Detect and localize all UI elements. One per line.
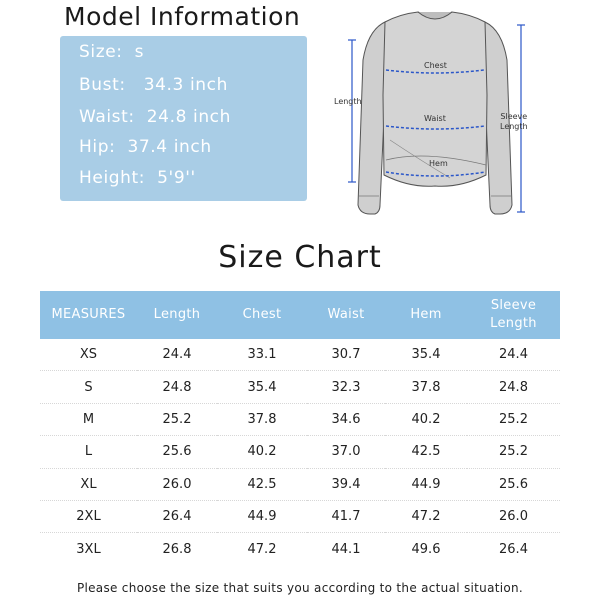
model-row-sep: : (138, 168, 158, 188)
size-chart-title: Size Chart (218, 240, 382, 275)
hem-cell: 37.8 (385, 371, 467, 403)
length-cell: 26.8 (162, 541, 192, 557)
chest-cell: 47.2 (247, 541, 277, 557)
size-cell: XS (40, 339, 137, 371)
chest-cell: 44.9 (217, 500, 307, 532)
length-cell: 26.4 (137, 500, 217, 532)
model-row-value: 34.3 inch (143, 75, 228, 95)
waist-cell: 32.3 (307, 371, 385, 403)
table-row (40, 533, 560, 565)
model-row-value: 24.8 inch (146, 107, 232, 127)
waist-cell: 44.1 (331, 541, 361, 557)
sleeve-length-cell: 24.4 (467, 339, 560, 371)
waist-label: Waist (424, 114, 446, 123)
model-size-row (79, 42, 144, 62)
header-sleeve-text: Sleeve Length (490, 298, 537, 331)
waist-cell: 30.7 (307, 339, 385, 371)
sweatshirt-illustration (330, 0, 540, 222)
waist-cell: 41.7 (307, 500, 385, 532)
model-row-label: Bust (79, 75, 120, 95)
hem-cell: 40.2 (385, 403, 467, 435)
size-cell: M (40, 403, 137, 435)
sleeve-length-label (500, 112, 528, 132)
header-waist: Waist (307, 291, 385, 339)
table-row (40, 403, 560, 435)
sleeve-length-cell: 24.8 (467, 371, 560, 403)
model-row-label: Hip (79, 137, 110, 157)
hem-label: Hem (429, 159, 448, 168)
size-cell: 2XL (40, 500, 137, 532)
size-cell: XL (40, 468, 137, 500)
model-information-title: Model Information (64, 2, 301, 31)
header-measures: MEASURES (40, 291, 137, 339)
model-hip-row (79, 137, 212, 157)
size-cell: L (40, 436, 137, 468)
header-length: Length (137, 291, 217, 339)
garment-measurement-diagram (330, 0, 540, 222)
length-cell: 24.8 (137, 371, 217, 403)
model-row-value: s (134, 42, 145, 62)
chest-cell: 35.4 (217, 371, 307, 403)
table-row (40, 500, 560, 532)
table-row (40, 339, 560, 371)
model-row-label: Waist (79, 107, 129, 127)
length-cell: 24.4 (137, 339, 217, 371)
sleeve-label-line2: Length (500, 122, 528, 131)
waist-cell: 34.6 (307, 403, 385, 435)
length-cell: 25.2 (137, 403, 217, 435)
header-sleeve-length (467, 291, 560, 339)
size-cell: 3XL (76, 541, 101, 557)
waist-cell: 39.4 (307, 468, 385, 500)
hem-cell: 49.6 (411, 541, 441, 557)
size-cell: S (40, 371, 137, 403)
chest-label: Chest (424, 61, 447, 70)
model-bust-row (79, 75, 228, 95)
chest-cell: 42.5 (217, 468, 307, 500)
size-advice-footnote: Please choose the size that suits you according to the actual situation. (76, 581, 524, 595)
sleeve-length-cell: 26.4 (499, 541, 528, 557)
table-row (40, 436, 560, 468)
length-label: Length (334, 97, 362, 106)
model-row-value: 5'9'' (157, 168, 196, 188)
sleeve-length-cell: 25.6 (467, 468, 560, 500)
chest-cell: 37.8 (217, 403, 307, 435)
hem-cell: 42.5 (385, 436, 467, 468)
length-cell: 25.6 (137, 436, 217, 468)
size-chart-body (40, 339, 560, 565)
chest-cell: 33.1 (217, 339, 307, 371)
model-row-value: 37.4 inch (127, 137, 212, 157)
table-row (40, 371, 560, 403)
hem-cell: 44.9 (385, 468, 467, 500)
header-hem: Hem (385, 291, 467, 339)
waist-cell: 37.0 (307, 436, 385, 468)
sleeve-length-cell: 26.0 (467, 500, 560, 532)
sleeve-label-line1: Sleeve (500, 112, 528, 121)
table-row (40, 468, 560, 500)
model-row-label: Height (79, 168, 139, 188)
sleeve-length-cell: 25.2 (467, 436, 560, 468)
model-row-sep: : (109, 137, 128, 157)
model-waist-row (79, 107, 231, 127)
model-row-sep: : (116, 42, 135, 62)
size-chart-table (40, 291, 560, 565)
model-row-sep: : (128, 107, 147, 127)
chest-cell: 40.2 (217, 436, 307, 468)
model-information-card (60, 36, 307, 201)
hem-cell: 47.2 (385, 500, 467, 532)
length-cell: 26.0 (137, 468, 217, 500)
header-chest: Chest (217, 291, 307, 339)
hem-cell: 35.4 (385, 339, 467, 371)
size-chart-header-row (40, 291, 560, 339)
model-row-sep: : (119, 75, 144, 95)
sleeve-length-cell: 25.2 (467, 403, 560, 435)
model-height-row (79, 168, 196, 188)
model-row-label: Size (79, 42, 117, 62)
